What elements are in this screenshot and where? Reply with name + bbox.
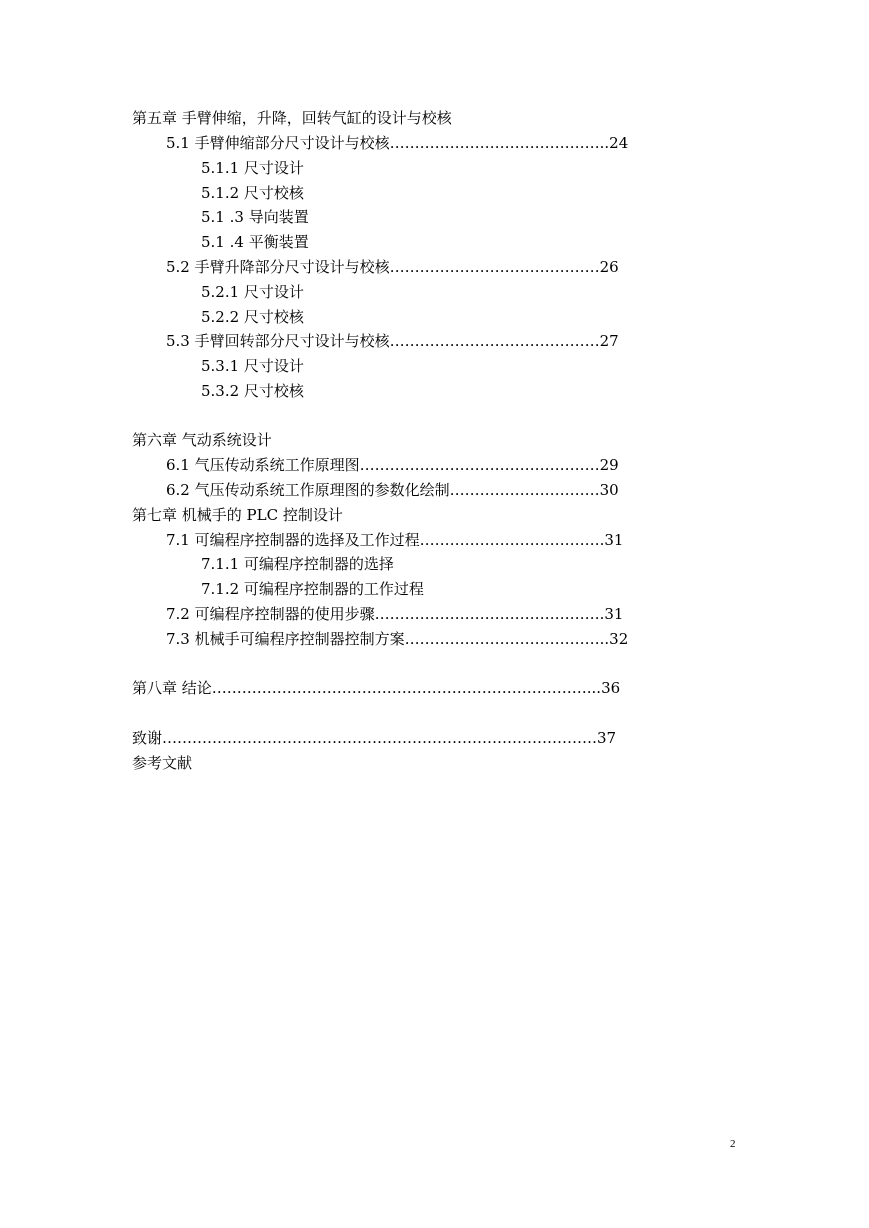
toc-line-ch6: 第六章 气动系统设计 <box>132 431 272 449</box>
toc-line-5-3-1: 5.3.1 尺寸设计 <box>201 357 304 375</box>
toc-line-5-2-2: 5.2.2 尺寸校核 <box>201 308 304 326</box>
toc-line-5-1-3: 5.1 .3 导向装置 <box>201 208 309 226</box>
toc-line-5-1-2: 5.1.2 尺寸校核 <box>201 184 304 202</box>
page-number: 2 <box>730 1138 736 1150</box>
toc-line-ch5: 第五章 手臂伸缩，升降，回转气缸的设计与校核 <box>132 109 452 127</box>
toc-line-7-1-1: 7.1.1 可编程序控制器的选择 <box>201 555 394 573</box>
toc-line-5-3-2: 5.3.2 尺寸校核 <box>201 382 304 400</box>
toc-line-7-1: 7.1 可编程序控制器的选择及工作过程……………………………….31 <box>166 531 624 549</box>
toc-line-5-2-1: 5.2.1 尺寸设计 <box>201 283 304 301</box>
toc-line-references: 参考文献 <box>132 754 193 772</box>
toc-line-ch8: 第八章 结论…………………………………………………………………...36 <box>132 679 621 697</box>
toc-line-acknowledgements: 致谢……………………………………………………………………………37 <box>132 729 617 747</box>
toc-line-7-1-2: 7.1.2 可编程序控制器的工作过程 <box>201 580 424 598</box>
toc-line-7-2: 7.2 可编程序控制器的使用步骤……………………………………….31 <box>166 605 624 623</box>
toc-line-5-1: 5.1 手臂伸缩部分尺寸设计与校核……………………………………..24 <box>166 134 629 152</box>
toc-line-5-2: 5.2 手臂升降部分尺寸设计与校核……………………………………26 <box>166 258 619 276</box>
toc-line-6-2: 6.2 气压传动系统工作原理图的参数化绘制…………………………30 <box>166 481 619 499</box>
toc-line-7-3: 7.3 机械手可编程序控制器控制方案…………………………………..32 <box>166 630 629 648</box>
toc-line-6-1: 6.1 气压传动系统工作原理图…………………………………………29 <box>166 456 619 474</box>
toc-line-5-3: 5.3 手臂回转部分尺寸设计与校核……………………………………27 <box>166 332 619 350</box>
toc-line-5-1-1: 5.1.1 尺寸设计 <box>201 159 304 177</box>
toc-line-ch7: 第七章 机械手的 PLC 控制设计 <box>132 506 343 524</box>
toc-line-5-1-4: 5.1 .4 平衡装置 <box>201 233 309 251</box>
